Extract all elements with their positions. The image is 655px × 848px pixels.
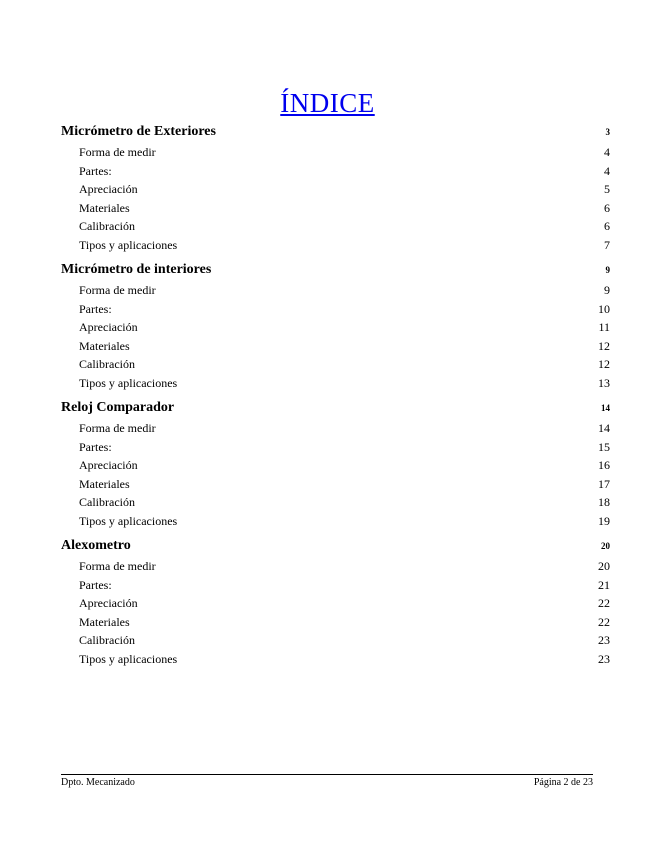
toc-entry[interactable] <box>61 164 610 183</box>
toc-entry-label: Calibración <box>79 219 135 233</box>
toc-section-title: Alexometro <box>61 538 131 553</box>
toc-entry[interactable] <box>61 596 610 615</box>
toc-entry-page: 6 <box>604 219 610 233</box>
toc-entry[interactable] <box>61 578 610 597</box>
toc-entry-page: 23 <box>598 651 610 666</box>
toc-entry-page: 14 <box>598 421 610 435</box>
toc-entry-label: Partes: <box>79 577 112 592</box>
toc-entry[interactable] <box>61 339 610 358</box>
toc-entry-page: 21 <box>598 577 610 592</box>
toc-entry[interactable] <box>61 238 610 257</box>
toc-entry-page: 13 <box>598 375 610 390</box>
page-footer <box>61 777 593 788</box>
footer-department: Dpto. Mecanizado <box>61 777 135 788</box>
toc-entry-page: 20 <box>598 559 610 573</box>
index-title-link[interactable]: ÍNDICE <box>280 88 375 118</box>
toc-entry[interactable] <box>61 514 610 533</box>
toc-entry[interactable] <box>61 652 610 671</box>
toc-entry-page: 17 <box>598 476 610 491</box>
toc-section <box>61 262 610 394</box>
toc-section-page: 3 <box>605 127 610 137</box>
toc-entry-label: Apreciación <box>79 182 138 196</box>
toc-section <box>61 124 610 256</box>
toc-sections <box>61 124 610 670</box>
toc-entry[interactable] <box>61 219 610 238</box>
toc-entry-label: Apreciación <box>79 320 138 334</box>
toc-section-page: 20 <box>601 541 610 551</box>
toc-entry-label: Tipos y aplicaciones <box>79 651 178 666</box>
toc-entry-label: Partes: <box>79 439 112 454</box>
toc-entry-page: 18 <box>598 495 610 509</box>
toc-entry-label: Partes: <box>79 163 112 178</box>
toc-entry-page: 5 <box>604 182 610 196</box>
toc-section-page: 14 <box>601 403 610 413</box>
toc-entry-page: 11 <box>598 320 610 334</box>
toc-entry[interactable] <box>61 477 610 496</box>
toc-entry[interactable] <box>61 458 610 477</box>
toc-entry-page: 22 <box>598 614 610 629</box>
footer-page-number: Página 2 de 23 <box>533 777 593 788</box>
toc-entry-label: Forma de medir <box>79 145 156 159</box>
toc-entry[interactable] <box>61 283 610 302</box>
toc-entry-page: 15 <box>598 439 610 454</box>
toc-entry-label: Tipos y aplicaciones <box>79 375 178 390</box>
toc-entry-label: Calibración <box>79 633 135 647</box>
toc-entry-page: 7 <box>604 237 610 252</box>
toc-entry[interactable] <box>61 559 610 578</box>
toc-section-title: Micrómetro de Exteriores <box>61 124 216 139</box>
toc-entry-label: Materiales <box>79 476 130 491</box>
toc-section-title: Micrómetro de interiores <box>61 262 212 277</box>
toc-entry-page: 12 <box>598 357 610 371</box>
toc-entry-page: 4 <box>604 163 610 178</box>
toc-entry-label: Materiales <box>79 614 130 629</box>
toc-entry-label: Tipos y aplicaciones <box>79 237 178 252</box>
toc-entry[interactable] <box>61 495 610 514</box>
toc-entry[interactable] <box>61 440 610 459</box>
toc-entry-label: Forma de medir <box>79 421 156 435</box>
toc-section <box>61 538 610 670</box>
toc-section-title: Reloj Comparador <box>61 400 175 415</box>
toc-entry-label: Partes: <box>79 301 112 316</box>
toc-entry[interactable] <box>61 357 610 376</box>
toc-section <box>61 400 610 532</box>
toc-entry[interactable] <box>61 201 610 220</box>
toc-entry-label: Calibración <box>79 357 135 371</box>
toc-entry-page: 16 <box>598 458 610 472</box>
toc-entry[interactable] <box>61 302 610 321</box>
toc-section-heading[interactable] <box>61 124 610 145</box>
toc-entry-page: 19 <box>598 513 610 528</box>
toc-entry-page: 10 <box>598 301 610 316</box>
toc-entry-page: 9 <box>604 283 610 297</box>
toc-entry[interactable] <box>61 633 610 652</box>
toc-entry-label: Tipos y aplicaciones <box>79 513 178 528</box>
toc-entry-page: 6 <box>604 200 610 215</box>
toc-entry[interactable] <box>61 320 610 339</box>
toc-entry-label: Apreciación <box>79 596 138 610</box>
toc-entry-label: Forma de medir <box>79 559 156 573</box>
table-of-contents <box>61 124 610 676</box>
toc-section-heading[interactable] <box>61 400 610 421</box>
toc-entry-label: Materiales <box>79 338 130 353</box>
toc-entry[interactable] <box>61 145 610 164</box>
toc-section-heading[interactable] <box>61 538 610 559</box>
toc-entry-label: Apreciación <box>79 458 138 472</box>
toc-entry[interactable] <box>61 376 610 395</box>
toc-section-heading[interactable] <box>61 262 610 283</box>
toc-entry-page: 12 <box>598 338 610 353</box>
footer-divider <box>61 774 593 775</box>
toc-entry[interactable] <box>61 421 610 440</box>
toc-entry[interactable] <box>61 182 610 201</box>
toc-entry-page: 22 <box>598 596 610 610</box>
toc-section-page: 9 <box>605 265 610 275</box>
toc-entry-page: 4 <box>604 145 610 159</box>
toc-entry[interactable] <box>61 615 610 634</box>
toc-entry-page: 23 <box>598 633 610 647</box>
toc-entry-label: Materiales <box>79 200 130 215</box>
toc-entry-label: Calibración <box>79 495 135 509</box>
toc-entry-label: Forma de medir <box>79 283 156 297</box>
